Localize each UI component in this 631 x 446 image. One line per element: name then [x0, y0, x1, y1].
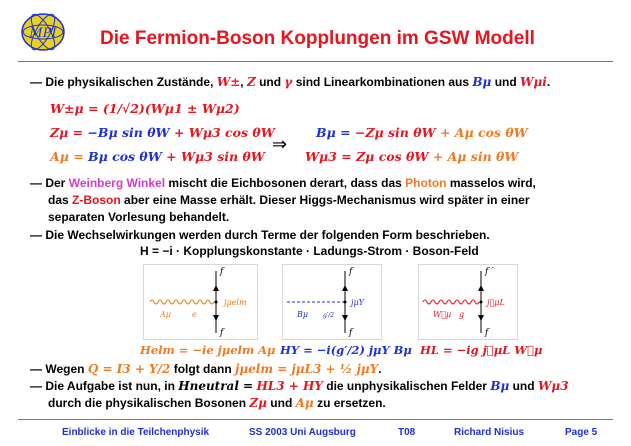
eq-w-pm: W±μ = (1/√2)(Wμ1 ± Wμ2)	[50, 101, 240, 116]
weinberg-line-3: separaten Vorlesung behandelt.	[48, 210, 230, 224]
diagram3-f-bottom: f	[485, 328, 489, 338]
eq-z: Zμ = −Bμ sin θW + Wμ3 cos θW	[50, 125, 275, 140]
weinberg-line-2: das Z-Boson aber eine Masse erhält. Dieser Higgs-Mechanismus wird später in einer	[48, 193, 530, 207]
footer-page: Page 5	[565, 427, 598, 438]
eq-a: Aμ = Bμ cos θW + Wμ3 sin θW	[50, 149, 265, 164]
diagram1-f-top: f	[220, 267, 224, 277]
footer-semester: SS 2003 Uni Augsburg	[249, 427, 356, 438]
diagram2-boson: Bμ	[297, 310, 309, 319]
diagram3-f-top: f ′	[485, 267, 494, 277]
eq-w3: Wμ3 = Zμ cos θW + Aμ sin θW	[305, 149, 519, 164]
diagram3-coupling: g	[459, 310, 465, 319]
intro-line: — Die physikalischen Zustände, W±, Z und γ sind Linearkombinationen aus Bμ und Wμi.	[30, 75, 551, 89]
diagram1-coupling: e	[192, 310, 197, 319]
implies-arrow: ⇒	[272, 134, 288, 154]
interaction-line: — Die Wechselwirkungen werden durch Terme der folgenden Form beschrieben.	[30, 228, 490, 242]
diagram2-f-top: f	[349, 267, 353, 277]
diagram2-f-bottom: f	[349, 328, 353, 338]
diagram3-boson: W⃗μ	[433, 310, 452, 319]
mpi-logo	[20, 12, 66, 52]
eq-b: Bμ = −Zμ sin θW + Aμ cos θW	[316, 125, 528, 140]
logo-text: MPI	[29, 26, 57, 41]
task-line-2: durch die physikalischen Bosonen Zμ und Aμ zu ersetzen.	[48, 396, 386, 410]
title-divider	[18, 61, 613, 62]
footer-divider	[18, 419, 613, 420]
feynman-diagram-w	[418, 264, 518, 340]
diagram1-boson: Aμ	[160, 310, 171, 319]
wegen-line: — Wegen Q = I3 + Y/2 folgt dann jμelm = jμL3 + ½ jμY.	[30, 362, 382, 376]
hamiltonian-elm: Helm = −ie jμelm Aμ	[140, 343, 276, 357]
feynman-diagram-b	[282, 264, 382, 340]
feynman-diagram-photon	[143, 264, 258, 340]
diagram2-coupling: g′/2	[323, 312, 335, 319]
diagram2-current: jμY	[351, 298, 364, 307]
weinberg-line-1: — Der Weinberg Winkel mischt die Eichbosonen derart, dass das Photon masselos wird,	[30, 176, 536, 190]
footer-course: Einblicke in die Teilchenphysik	[62, 427, 210, 438]
hamiltonian-formula: H = −i · Kopplungskonstante · Ladungs-Strom · Boson-Feld	[140, 244, 479, 258]
task-line-1: — Die Aufgabe ist nun, in Hneutral = HL3 + HY die unphysikalischen Felder Bμ und Wμ3	[30, 379, 569, 393]
hamiltonian-l: HL = −ig j⃗μL W⃗μ	[420, 343, 543, 357]
footer-author: Richard Nisius	[454, 427, 525, 438]
diagram1-current: jμelm	[224, 298, 247, 307]
diagram3-current: j⃗μL	[487, 298, 505, 307]
hamiltonian-y: HY = −i(g′/2) jμY Bμ	[280, 343, 412, 357]
footer-code: T08	[398, 427, 416, 438]
slide-title: Die Fermion-Boson Kopplungen im GSW Modell	[100, 28, 535, 49]
diagram1-f-bottom: f	[220, 328, 224, 338]
